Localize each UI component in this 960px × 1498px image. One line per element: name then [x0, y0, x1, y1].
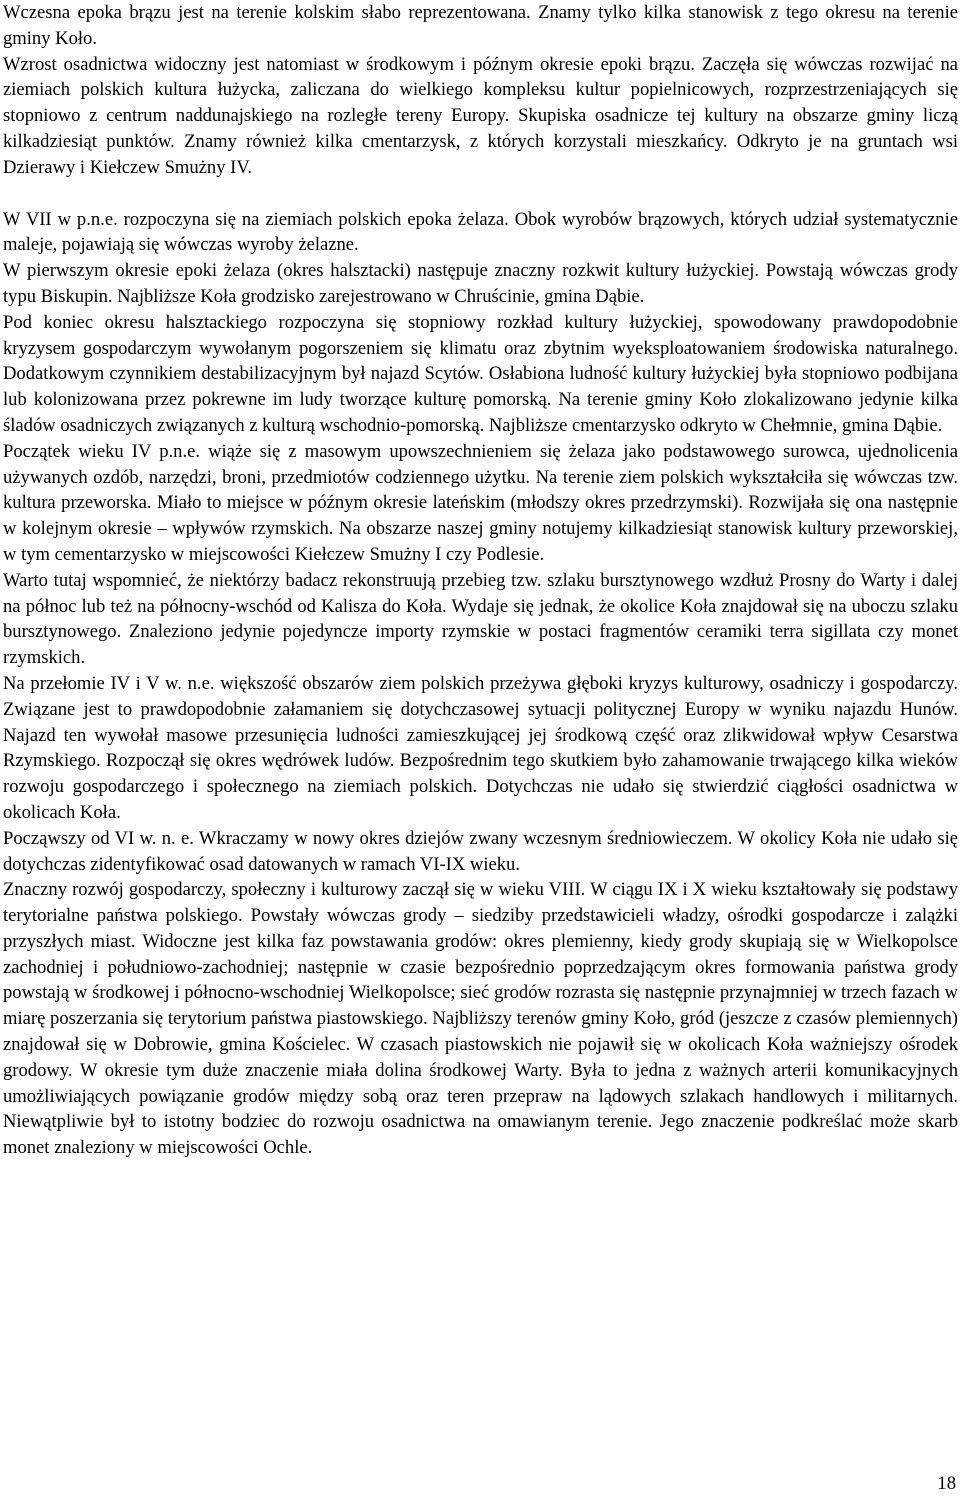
paragraph-iron-age: W VII w p.n.e. rozpoczyna się na ziemiach polskich epoka żelaza. Obok wyrobów brązowych, których udział systematycznie maleje, pojawiają się wówczas wyroby żelazne. [3, 208, 958, 256]
paragraph-spacer [3, 181, 958, 207]
page-number: 18 [937, 1473, 956, 1494]
paragraph-migration-period: Na przełomie IV i V w. n.e. większość obszarów ziem polskich przeżywa głęboki kryzys kulturowy, osadniczy i gospodarczy. Związane jest to prawdopodobnie załamaniem się dotychczasowej sytuacji politycznej Europy w wyniku najazdu Hunów. Najazd ten wywołał masowe przesunięcia ludności zamieszkującej jej środkową część oraz zlikwidował wpływ Cesarstwa Rzymskiego. Rozpoczął się okres wędrówek ludów. Bezpośrednim tego skutkiem było zahamowanie trwającego kilka wieków rozwoju gospodarczego i społecznego na ziemiach polskich. Dotychczas nie udało się stwierdzić ciągłości osadnictwa w okolicach Koła. [3, 672, 958, 823]
paragraph-przeworsk-culture: Początek wieku IV p.n.e. wiąże się z masowym upowszechnieniem się żelaza jako podstawowego surowca, ujednolicenia używanych ozdób, narzędzi, broni, przedmiotów codziennego użytku. Na terenie ziem polskich wykształciła się wówczas tzw. kultura przeworska. Miało to miejsce w późnym okresie lateńskim (młodszy okres przedrzymski). Rozwijała się ona następnie w kolejnym okresie – wpływów rzymskich. Na obszarze naszej gminy notujemy kilkadziesiąt stanowisk kultury przeworskiej, w tym cementarzysko w miejscowości Kiełczew Smużny I czy Podlesie. [3, 440, 958, 565]
paragraph-amber-road: Warto tutaj wspomnieć, że niektórzy badacz rekonstruują przebieg tzw. szlaku bursztynowego wzdłuż Prosny do Warty i dalej na północ lub też na północny-wschód od Kalisza do Koła. Wydaje się jednak, że okolice Koła znajdował się na uboczu szlaku bursztynowego. Znaleziono jedynie pojedyncze importy rzymskie w postaci fragmentów ceramiki terra sigillata czy monet rzymskich. [3, 569, 958, 669]
paragraph-early-bronze-age: Wczesna epoka brązu jest na terenie kolskim słabo reprezentowana. Znamy tylko kilka stanowisk z tego okresu na terenie gminy Koło. [3, 2, 958, 49]
paragraph-pomeranian-culture: Pod koniec okresu halsztackiego rozpoczyna się stopniowy rozkład kultury łużyckiej, spowodowany prawdopodobnie kryzysem gospodarczym wywołanym pogorszeniem się klimatu oraz zbytnim wyeksploatowaniem środowiska naturalnego. Dodatkowym czynnikiem destabilizacyjnym był najazd Scytów. Osłabiona ludność kultury łużyckiej była stopniowo podbijana lub kolonizowana przez pokrewne im ludy tworzące kulturę pomorską. Na terenie gminy Koło zlokalizowano jedynie kilka śladów osadniczych związanych z kulturą wschodnio-pomorską. Najbliższe cmentarzysko odkryto w Chełmnie, gmina Dąbie. [3, 311, 958, 436]
paragraph-lusatian-culture: Wzrost osadnictwa widoczny jest natomiast w środkowym i późnym okresie epoki brązu. Zaczęła się wówczas rozwijać na ziemiach polskich kultura łużycka, zaliczana do wielkiego kompleksu kultur popielnicowych, rozprzestrzeniających się stopniowo z centrum naddunajskiego na rozległe tereny Europy. Skupiska osadnicze tej kultury na obszarze gminy liczą kilkadziesiąt punktów. Znamy również kilka cmentarzysk, z których korzystali mieszkańcy. Odkryto je na gruntach wsi Dzierawy i Kiełczew Smużny IV. [3, 53, 958, 178]
paragraph-polish-state-strongholds: Znaczny rozwój gospodarczy, społeczny i kulturowy zaczął się w wieku VIII. W ciągu IX i X wieku kształtowały się podstawy terytorialne państwa polskiego. Powstały wówczas grody – siedziby przedstawicieli władzy, ośrodki gospodarcze i zalążki przyszłych miast. Widoczne jest kilka faz powstawania grodów: okres plemienny, kiedy grody skupiają się w Wielkopolsce zachodniej i południowo-zachodniej; następnie w czasie bezpośrednio poprzedzającym okres formowania państwa grody powstają w środkowej i północno-wschodniej Wielkopolsce; sieć grodów rozrasta się następnie przynajmniej w trzech fazach w miarę poszerzania się terytorium państwa piastowskiego. Najbliższy terenów gminy Koło, gród (jeszcze z czasów plemiennych) znajdował się w Dobrowie, gmina Kościelec. W czasach piastowskich nie pojawił się w okolicach Koła ważniejszy ośrodek grodowy. W okresie tym duże znaczenie miała dolina środkowej Warty. Była to jedna z ważnych arterii komunikacyjnych umożliwiających powiązanie grodów między sobą oraz teren przepraw na lądowych szlakach handlowych i militarnych. Niewątpliwie był to istotny bodziec do rozwoju osadnictwa na omawianym terenie. Jego znaczenie podkreślać może skarb monet znaleziony w miejscowości Ochle. [3, 879, 958, 1159]
paragraph-early-middle-ages: Począwszy od VI w. n. e. Wkraczamy w nowy okres dziejów zwany wczesnym średniowieczem. W okolicy Koła nie udało się dotychczas zidentyfikować osad datowanych w ramach VI-IX wieku. [3, 827, 958, 875]
paragraph-hallstatt-period: W pierwszym okresie epoki żelaza (okres halsztacki) następuje znaczny rozkwit kultury łużyckiej. Powstają wówczas grody typu Biskupin. Najbliższe Koła grodzisko zarejestrowano w Chruścinie, gmina Dąbie. [3, 260, 958, 307]
document-body [3, 0, 958, 1161]
